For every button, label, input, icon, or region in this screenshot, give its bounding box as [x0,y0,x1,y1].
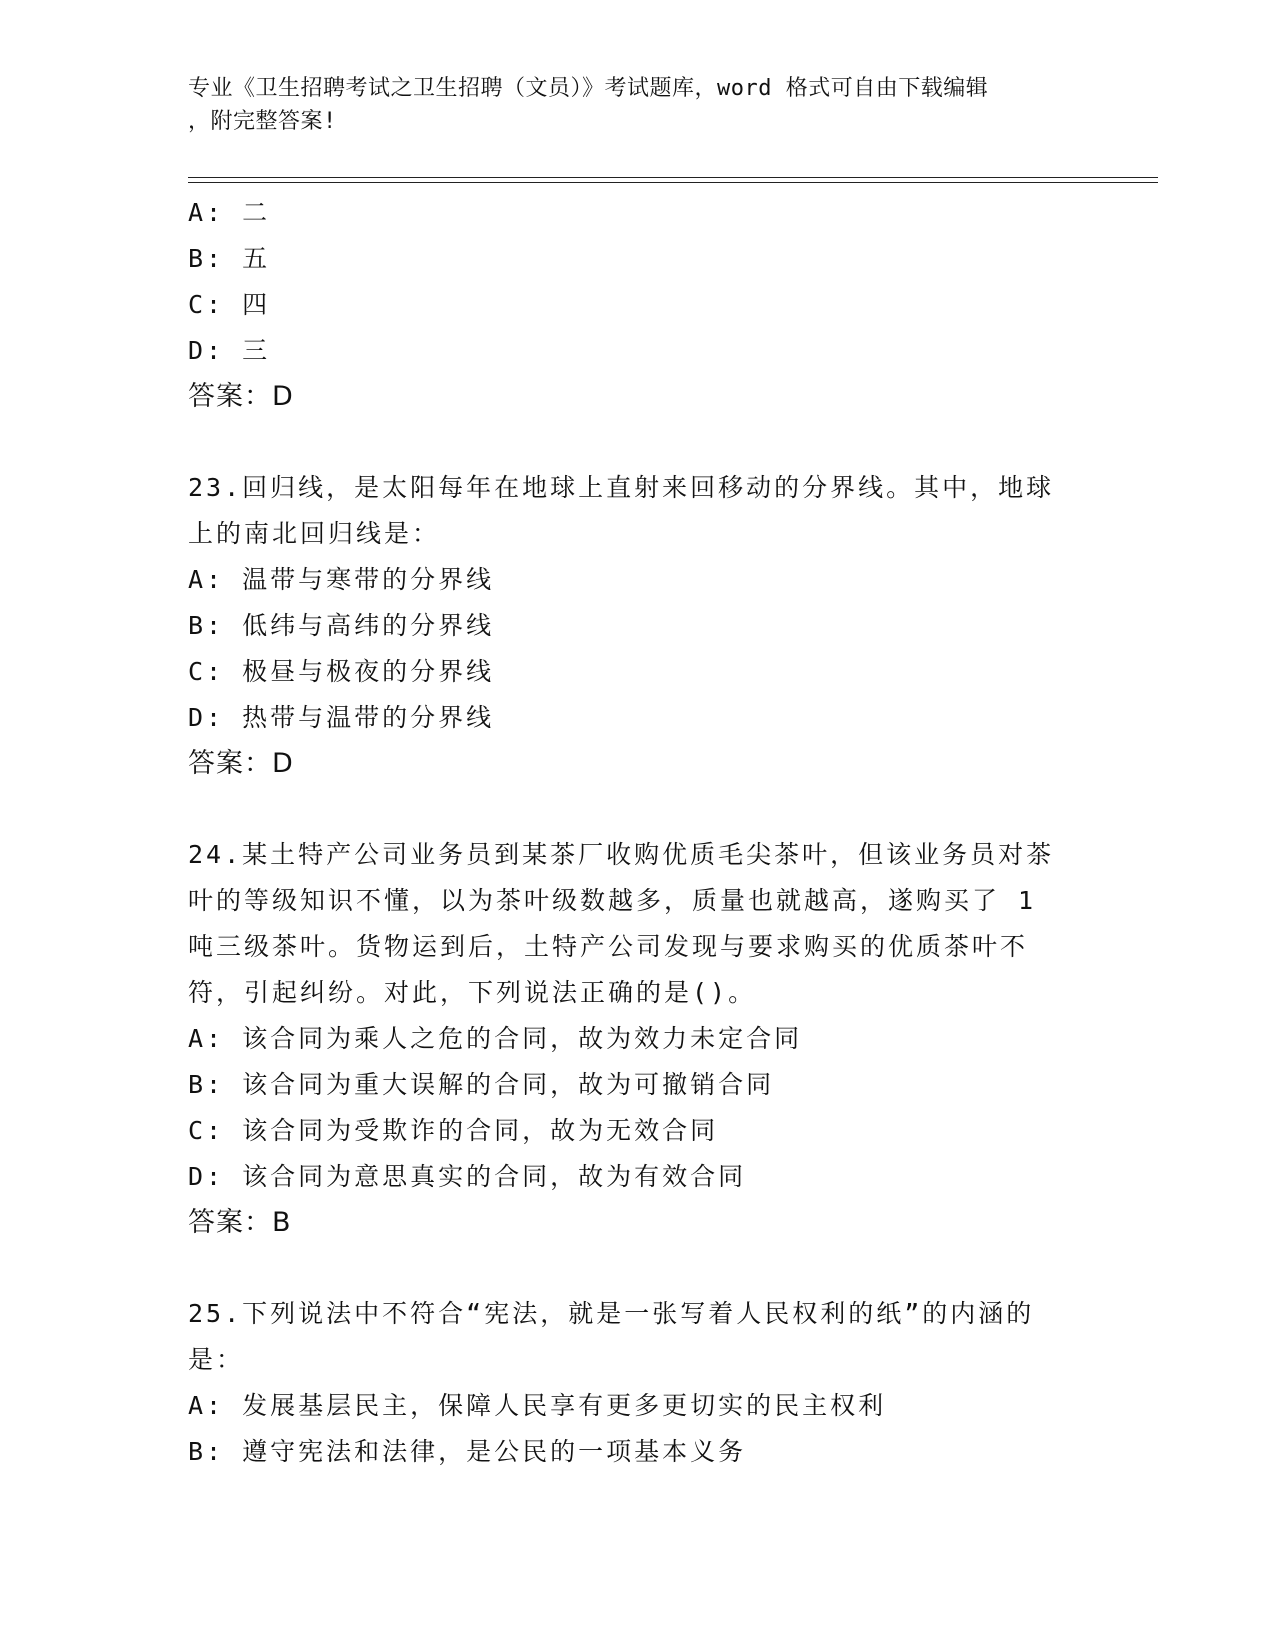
option-d: D: 三 [188,336,271,365]
answer: 答案：B [188,1207,292,1238]
question-22 [188,190,1088,420]
question-stem-line: 24.某土特产公司业务员到某茶厂收购优质毛尖茶叶，但该业务员对茶 [188,840,1055,869]
document-header [188,72,1088,138]
spacer [188,420,1088,465]
option-a: A: 该合同为乘人之危的合同，故为效力未定合同 [188,1024,803,1053]
question-25 [188,1291,1088,1475]
header-line-2: ，附完整答案! [188,109,337,134]
option-b: B: 该合同为重大误解的合同，故为可撤销合同 [188,1070,775,1099]
question-stem-line: 是： [188,1345,245,1374]
spacer [188,1246,1088,1291]
question-stem-line: 25.下列说法中不符合“宪法，就是一张写着人民权利的纸”的内涵的 [188,1299,1035,1328]
option-a: A: 二 [188,198,271,227]
option-d: D: 热带与温带的分界线 [188,703,495,732]
answer: 答案：D [188,381,294,412]
question-23 [188,465,1088,787]
question-stem-line: 叶的等级知识不懂，以为茶叶级数越多，质量也就越高，遂购买了 1 [188,886,1037,915]
spacer [188,787,1088,832]
option-c: C: 四 [188,290,271,319]
question-24 [188,832,1088,1246]
question-list [188,190,1088,1475]
option-a: A: 发展基层民主，保障人民享有更多更切实的民主权利 [188,1391,887,1420]
question-stem-line: 吨三级茶叶。货物运到后，土特产公司发现与要求购买的优质茶叶不 [188,932,1029,961]
question-stem-line: 符，引起纠纷。对此，下列说法正确的是()。 [188,978,757,1007]
question-stem-line: 23.回归线，是太阳每年在地球上直射来回移动的分界线。其中，地球 [188,473,1055,502]
header-line-1: 专业《卫生招聘考试之卫生招聘（文员）》考试题库，word 格式可自由下载编辑 [188,76,989,101]
header-rule-bottom [188,182,1158,183]
option-a: A: 温带与寒带的分界线 [188,565,495,594]
header-rule-top [188,177,1158,178]
option-c: C: 极昼与极夜的分界线 [188,657,495,686]
option-d: D: 该合同为意思真实的合同，故为有效合同 [188,1162,747,1191]
option-c: C: 该合同为受欺诈的合同，故为无效合同 [188,1116,719,1145]
option-b: B: 遵守宪法和法律，是公民的一项基本义务 [188,1437,747,1466]
question-stem-line: 上的南北回归线是： [188,519,441,548]
answer: 答案：D [188,748,294,779]
option-b: B: 五 [188,244,271,273]
option-b: B: 低纬与高纬的分界线 [188,611,495,640]
